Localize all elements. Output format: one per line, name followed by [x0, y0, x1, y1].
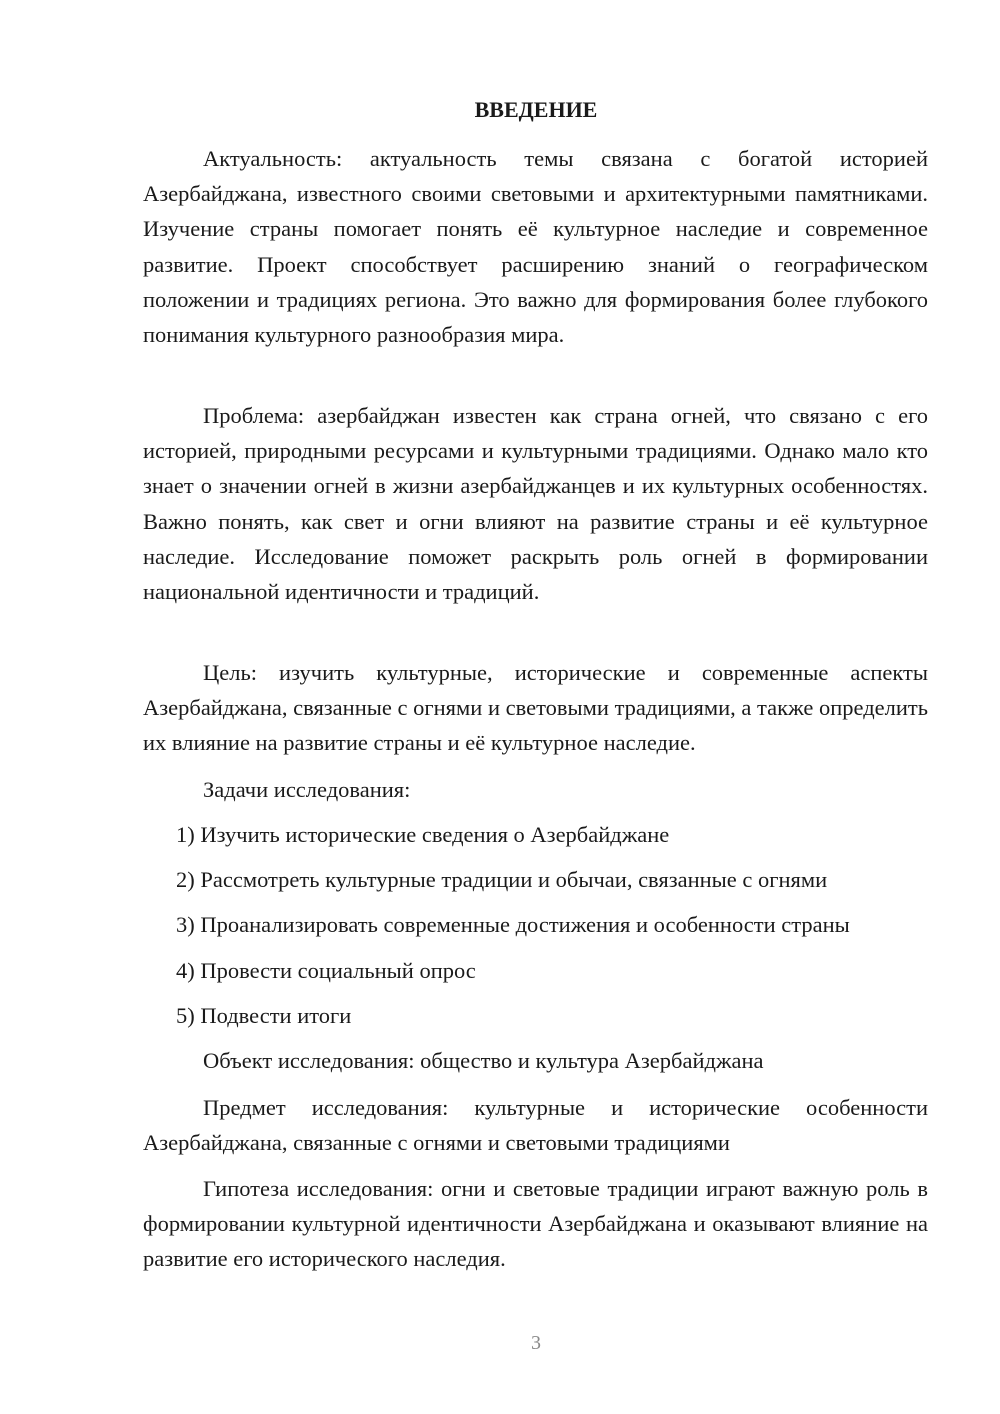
goal-paragraph: Цель: изучить культурные, исторические и современные аспекты Азербайджана, связанные с огнями и световыми традициями, а также определить их влияние на развитие страны и её культурное наследие.	[143, 660, 928, 756]
task-item: 5) Подвести итоги	[176, 1002, 352, 1028]
task-item: 2) Рассмотреть культурные традиции и обычаи, связанные с огнями	[176, 867, 828, 893]
tasks-heading: Задачи исследования:	[203, 777, 411, 802]
object-paragraph: Объект исследования: общество и культура Азербайджана	[203, 1048, 764, 1073]
task-item: 4) Провести социальный опрос	[176, 957, 476, 983]
subject-paragraph: Предмет исследования: культурные и исторические особенности Азербайджана, связанные с огнями и световыми традициями	[143, 1095, 928, 1156]
hypothesis-paragraph: Гипотеза исследования: огни и световые традиции играют важную роль в формировании культурной идентичности Азербайджана и оказывают влияние на развитие его исторического наследия.	[143, 1176, 928, 1272]
tasks-list	[143, 817, 928, 1033]
relevance-paragraph: Актуальность: актуальность темы связана с богатой историей Азербайджана, известного своими световыми и архитектурными памятниками. Изучение страны помогает понять её культурное наследие и современное развитие. Проект способствует расширению знаний о географическом положении и традициях региона. Это важно для формирования более глубокого понимания культурного разнообразия мира.	[143, 146, 928, 348]
page-title: ВВЕДЕНИЕ	[474, 97, 598, 122]
task-item: 1) Изучить исторические сведения о Азербайджане	[176, 822, 670, 847]
problem-paragraph: Проблема: азербайджан известен как страна огней, что связано с его историей, природными ресурсами и культурными традициями. Однако мало кто знает о значении огней в жизни азербайджанцев и их культурных особенностях. Важно понять, как свет и огни влияют на развитие страны и её культурное наследие. Исследование поможет раскрыть роль огней в формировании национальной идентичности и традиций.	[143, 403, 928, 605]
page-number: 3	[531, 1332, 541, 1354]
task-item: 3) Проанализировать современные достижения и особенности страны	[176, 912, 850, 938]
